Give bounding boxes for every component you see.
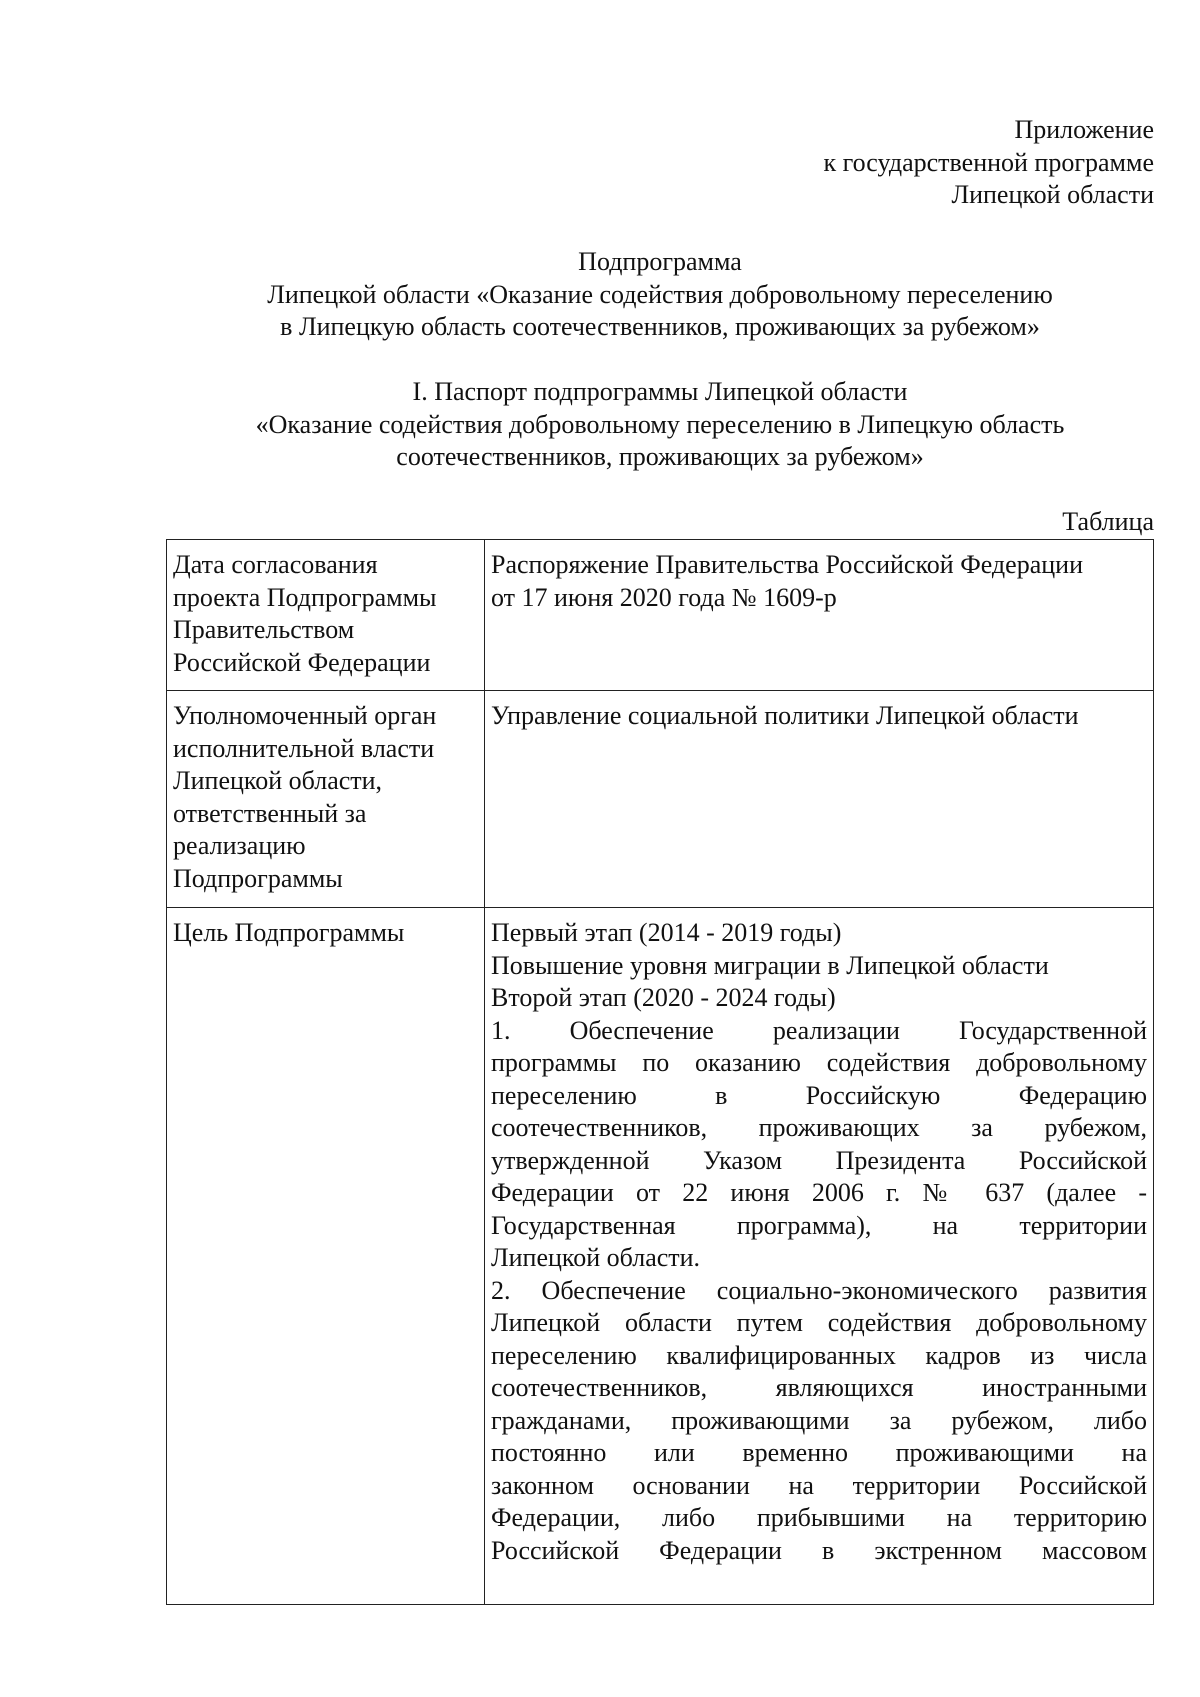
section-line: I. Паспорт подпрограммы Липецкой области	[412, 377, 908, 406]
value-line: 2. Обеспечение социально-экономического развития	[491, 1275, 1147, 1305]
label-line: Подпрограммы	[173, 863, 343, 893]
appendix-line: Приложение	[1014, 115, 1154, 144]
row-label-cell	[167, 908, 485, 1605]
value-line: Государственная программа), на территории	[491, 1210, 1147, 1240]
document-title	[150, 246, 1170, 344]
value-line: Липецкой области путем содействия добровольному	[491, 1308, 1147, 1337]
title-line: Липецкой области «Оказание содействия добровольному переселению	[267, 279, 1053, 309]
value-line: программы по оказанию содействия добровольному	[491, 1048, 1147, 1077]
value-line: соотечественников, являющихся иностранными	[491, 1373, 1147, 1402]
label-line: проекта Подпрограммы	[173, 582, 437, 612]
label-line: Дата согласования	[173, 550, 378, 579]
value-line: Второй этап (2020 - 2024 годы)	[491, 983, 836, 1012]
table-row	[167, 691, 1154, 908]
value-line: постоянно или временно проживающими на	[491, 1438, 1147, 1467]
label-line: Уполномоченный орган	[173, 701, 437, 730]
value-line: переселению в Российскую Федерацию	[491, 1080, 1147, 1110]
value-line: Федерации от 22 июня 2006 г. № 637 (далее -	[491, 1178, 1147, 1207]
label-line: Цель Подпрограммы	[173, 918, 405, 947]
value-line: гражданами, проживающими за рубежом, либо	[491, 1405, 1147, 1435]
passport-table	[166, 539, 1154, 1605]
value-line: соотечественников, проживающих за рубежом,	[491, 1113, 1147, 1142]
label-line: Липецкой области,	[173, 766, 383, 795]
table-row	[167, 540, 1154, 691]
table-row	[167, 908, 1154, 1605]
appendix-header	[554, 114, 1154, 212]
value-line: утвержденной Указом Президента Российской	[491, 1145, 1147, 1175]
table-caption: Таблица	[1062, 507, 1154, 536]
row-value-cell	[485, 908, 1154, 1605]
label-line: реализацию	[173, 831, 306, 860]
row-value-cell	[485, 540, 1154, 691]
appendix-line: Липецкой области	[951, 180, 1154, 209]
title-line: в Липецкую область соотечественников, проживающих за рубежом»	[280, 312, 1040, 341]
section-line: соотечественников, проживающих за рубежом»	[396, 442, 924, 471]
label-line: ответственный за	[173, 798, 367, 828]
label-line: исполнительной власти	[173, 733, 435, 763]
value-line: Липецкой области.	[491, 1243, 701, 1272]
title-line: Подпрограмма	[578, 247, 742, 276]
value-line: Управление социальной политики Липецкой области	[491, 701, 1079, 730]
section-heading	[150, 376, 1170, 474]
row-label-cell	[167, 540, 485, 691]
value-line: законном основании на территории Российской	[491, 1470, 1147, 1500]
value-line: Повышение уровня миграции в Липецкой области	[491, 950, 1049, 980]
value-line: от 17 июня 2020 года № 1609-р	[491, 582, 837, 612]
value-line: Первый этап (2014 - 2019 годы)	[491, 918, 842, 947]
row-value-cell	[485, 691, 1154, 908]
label-line: Правительством	[173, 615, 355, 644]
value-line: Распоряжение Правительства Российской Федерации	[491, 550, 1083, 579]
value-line: Российской Федерации в экстренном массовом	[491, 1535, 1147, 1565]
appendix-line: к государственной программе	[823, 147, 1154, 177]
value-line: переселению квалифицированных кадров из числа	[491, 1340, 1147, 1370]
row-label-cell	[167, 691, 485, 908]
value-line: 1. Обеспечение реализации Государственной	[491, 1015, 1147, 1045]
value-line: Федерации, либо прибывшими на территорию	[491, 1503, 1147, 1532]
section-line: «Оказание содействия добровольному переселению в Липецкую область	[255, 409, 1065, 439]
label-line: Российской Федерации	[173, 647, 431, 677]
